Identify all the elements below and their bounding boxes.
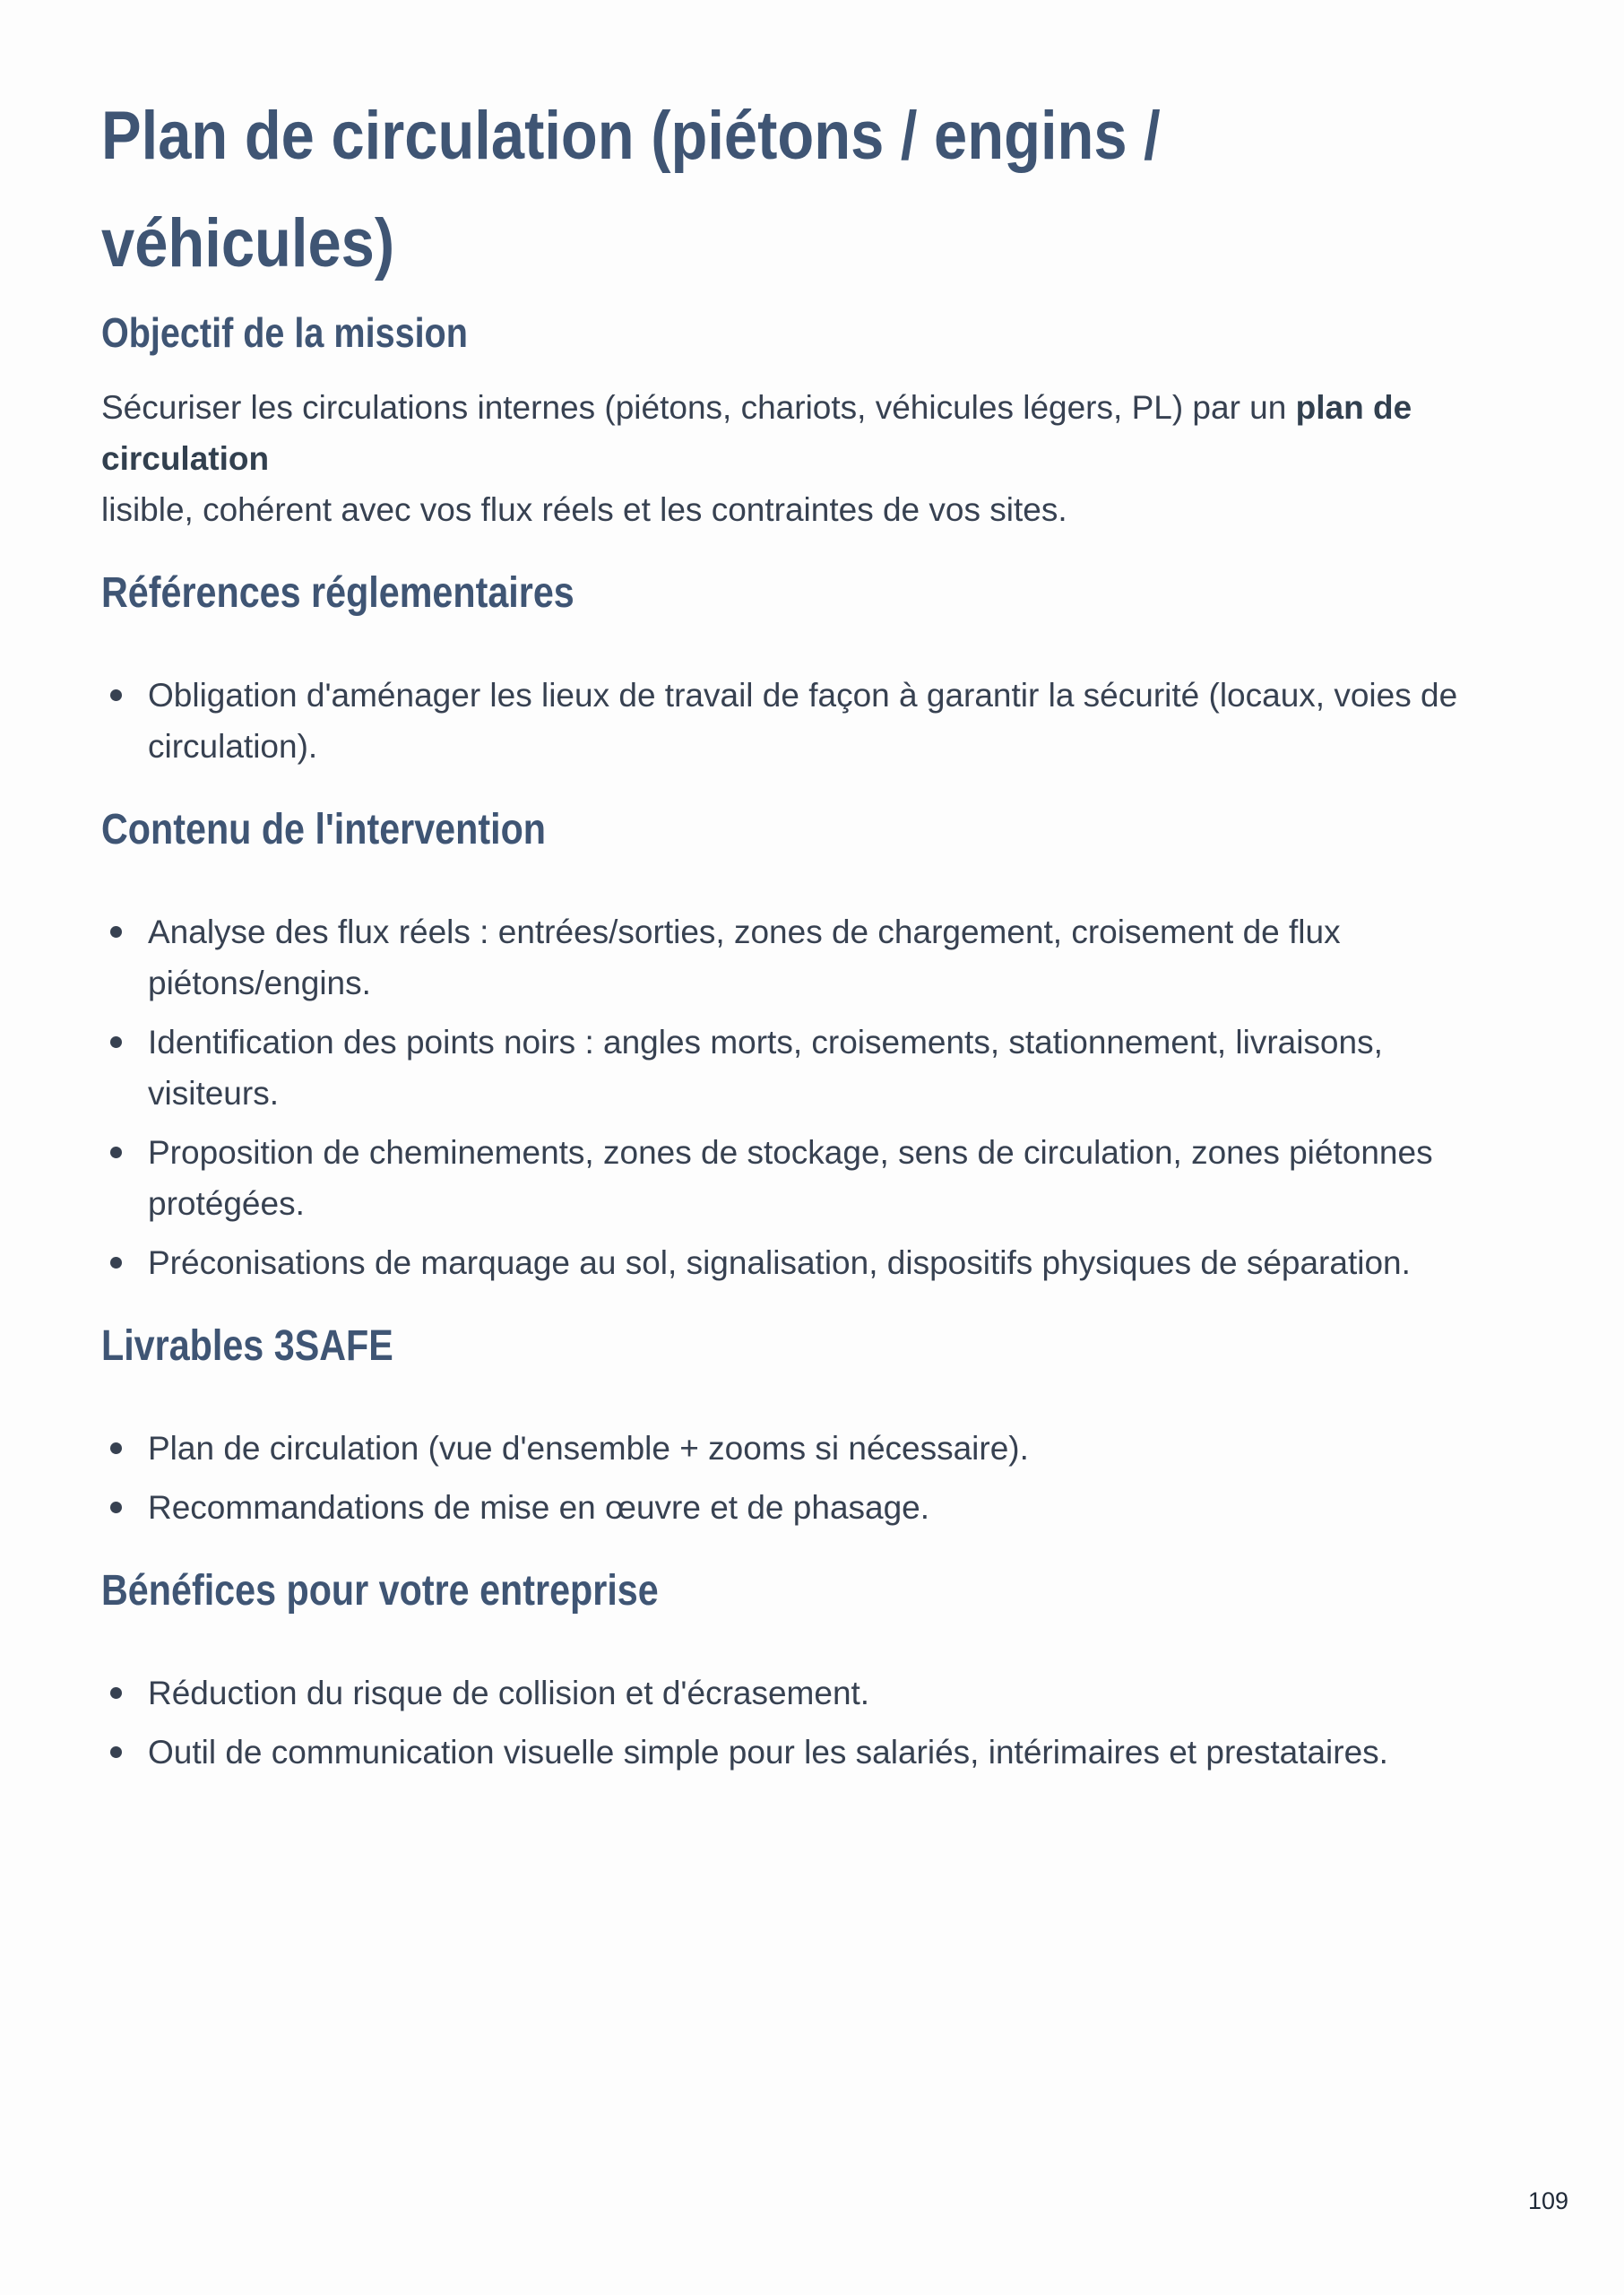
bullet-icon <box>110 1036 122 1048</box>
text-line: Recommandations de mise en œuvre et de phasage. <box>148 1489 930 1526</box>
text-line: piétons/engins. <box>148 965 371 1001</box>
bullet-icon <box>110 926 122 938</box>
references-list <box>101 670 1523 772</box>
livrables-list <box>101 1423 1523 1533</box>
page-title-line-1: Plan de circulation (piétons / engins / <box>101 98 1161 174</box>
list-item <box>101 1423 1523 1474</box>
intro-line-2: lisible, cohérent avec vos flux réels et les contraintes de vos sites. <box>101 491 1067 528</box>
list-item <box>101 1237 1523 1288</box>
text-line: Outil de communication visuelle simple pour les salariés, intérimaires et prestataires. <box>148 1734 1388 1771</box>
text-line: Identification des points noirs : angles morts, croisements, stationnement, livraisons, visiteurs. <box>148 1024 1383 1112</box>
intro-paragraph <box>101 382 1523 535</box>
intro-line-1-regular: Sécuriser les circulations internes (piétons, chariots, véhicules légers, PL) par un <box>101 389 1296 426</box>
list-item <box>101 670 1523 772</box>
heading-contenu-intervention: Contenu de l'intervention <box>101 806 547 853</box>
text-line: protégées. <box>148 1185 305 1222</box>
text-line: Réduction du risque de collision et d'écrasement. <box>148 1675 870 1711</box>
bullet-icon <box>110 1442 122 1454</box>
bullet-icon <box>110 1687 122 1699</box>
text-line: Proposition de cheminements, zones de stockage, sens de circulation, zones piétonnes <box>148 1134 1433 1171</box>
list-item <box>101 1482 1523 1533</box>
bullet-icon <box>110 1502 122 1513</box>
text-line: Préconisations de marquage au sol, signalisation, dispositifs physiques de séparation. <box>148 1244 1411 1281</box>
list-item <box>101 1667 1523 1719</box>
heading-livrables-3safe: Livrables 3SAFE <box>101 1322 393 1370</box>
list-item <box>101 906 1523 1009</box>
heading-benefices-entreprise: Bénéfices pour votre entreprise <box>101 1567 659 1615</box>
contenu-list <box>101 906 1523 1288</box>
intro-line-1-bold: plan de circulation <box>101 389 1412 477</box>
page-title-line-2: véhicules) <box>101 205 395 281</box>
intro-line-1 <box>101 382 1523 484</box>
text-line: circulation). <box>148 728 318 765</box>
heading-references-reglementaires: Références réglementaires <box>101 569 574 617</box>
page-title <box>101 82 1352 298</box>
benefices-list <box>101 1667 1523 1778</box>
list-item <box>101 1017 1523 1119</box>
bullet-icon <box>110 1257 122 1269</box>
heading-objectif-de-la-mission: Objectif de la mission <box>101 309 468 356</box>
text-line: Analyse des flux réels : entrées/sorties, zones de chargement, croisement de flux <box>148 914 1341 950</box>
bullet-icon <box>110 1746 122 1758</box>
list-item <box>101 1127 1523 1229</box>
text-line: Obligation d'aménager les lieux de travail de façon à garantir la sécurité (locaux, voies de <box>148 677 1458 714</box>
bullet-icon <box>110 1147 122 1158</box>
text-line: Plan de circulation (vue d'ensemble + zooms si nécessaire). <box>148 1430 1029 1467</box>
list-item <box>101 1727 1523 1778</box>
bullet-icon <box>110 689 122 701</box>
page-number: 109 <box>1527 2187 1568 2214</box>
